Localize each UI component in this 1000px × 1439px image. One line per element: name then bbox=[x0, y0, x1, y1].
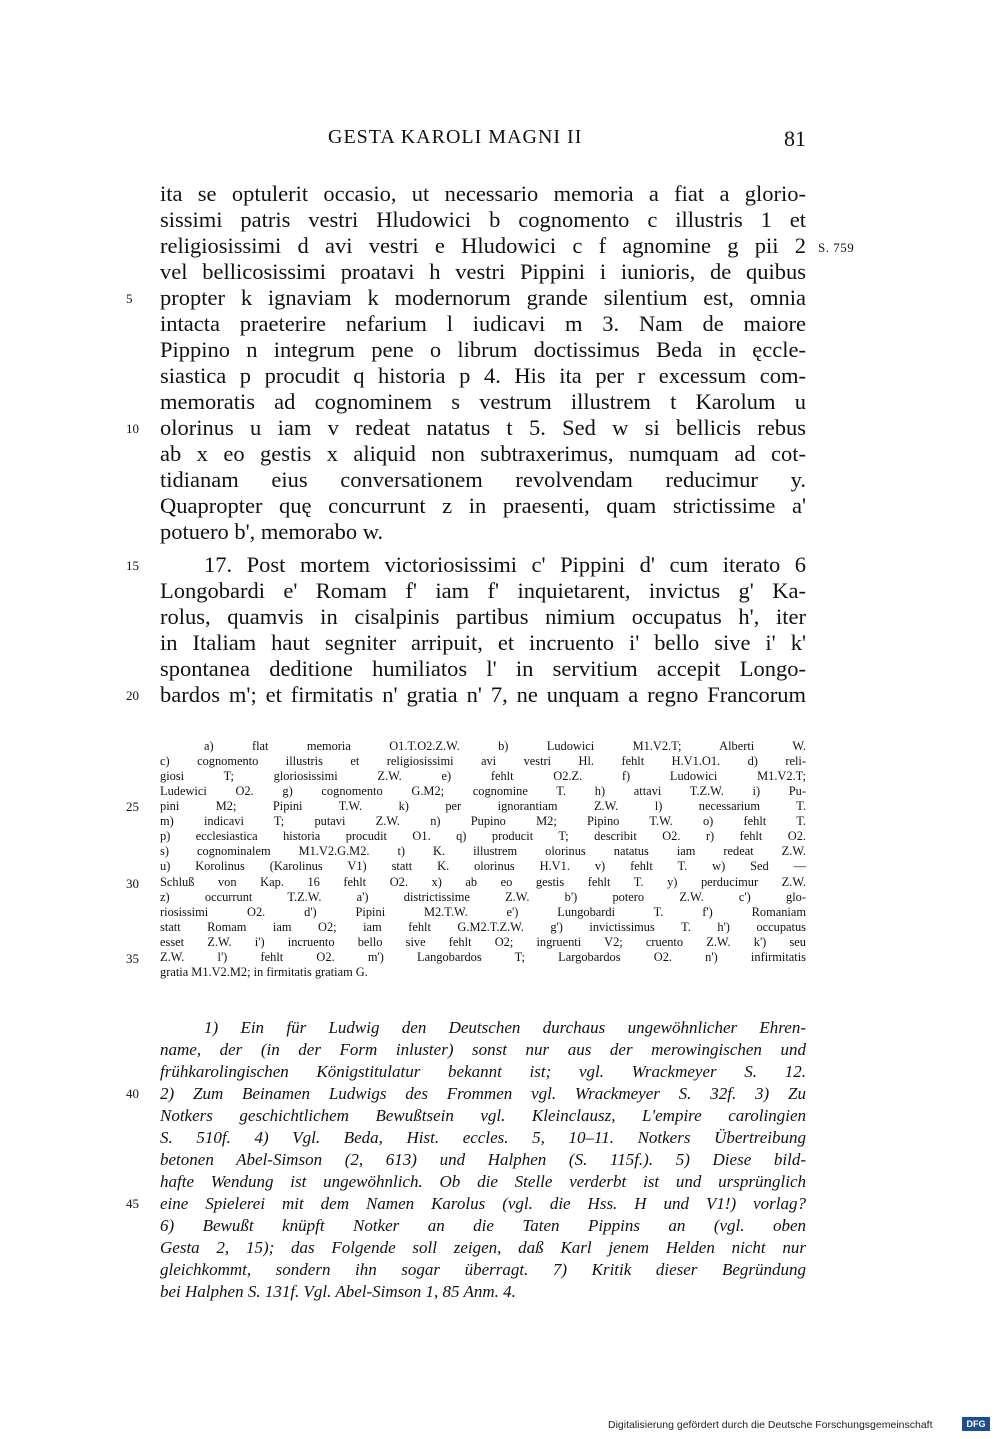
apparatus-line: Schluß von Kap. 16 fehlt O2. x) ab eo gestis fehlt T. y) perducimur Z.W. bbox=[160, 875, 806, 889]
text-line: tidianam eius conversationem revolvendam reducimur y. bbox=[160, 467, 806, 492]
text-line: ab x eo gestis x aliquid non subtraxerimus, numquam ad cot- bbox=[160, 441, 806, 466]
apparatus-line: Ludewici O2. g) cognomento G.M2; cognomine T. h) attavi T.Z.W. i) Pu- bbox=[160, 784, 806, 798]
text-line: Longobardi e' Romam f' iam f' inquietarent, invictus g' Ka- bbox=[160, 578, 806, 603]
apparatus-line: c) cognomento illustris et religiosissimi avi vestri Hl. fehlt H.V1.O1. d) reli- bbox=[160, 754, 806, 768]
text-line: olorinus u iam v redeat natatus t 5. Sed w si bellicis rebus bbox=[160, 415, 806, 440]
text-line: Pippino n integrum pene o librum doctissimus Beda in ęccle- bbox=[160, 337, 806, 362]
line-number: 5 bbox=[126, 291, 133, 306]
note-line: bei Halphen S. 131f. Vgl. Abel-Simson 1, 85 Anm. 4. bbox=[160, 1282, 516, 1301]
apparatus-line: esset Z.W. i') incruento bello sive fehlt O2; ingruenti V2; cruento Z.W. k') seu bbox=[160, 935, 806, 949]
line-number: 35 bbox=[126, 951, 139, 966]
text-line: siastica p procudit q historia p 4. His ita per r excessum com- bbox=[160, 363, 806, 388]
text-line: potuero b', memorabo w. bbox=[160, 519, 384, 544]
note-line: gleichkommt, sondern ihn sogar überragt. 7) Kritik dieser Begründung bbox=[160, 1260, 806, 1279]
apparatus-line: a) flat memoria O1.T.O2.Z.W. b) Ludowici M1.V2.T; Alberti W. bbox=[204, 739, 806, 753]
dfg-logo: DFG bbox=[962, 1417, 990, 1431]
margin-reference: S. 759 bbox=[818, 240, 855, 255]
text-line: bardos m'; et firmitatis n' gratia n' 7, ne unquam a regno Francorum bbox=[160, 682, 806, 707]
apparatus-line: z) occurrunt T.Z.W. a') districtissime Z.W. b') potero Z.W. c') glo- bbox=[160, 890, 806, 904]
text-line: Quapropter quę concurrunt z in praesenti, quam strictissime a' bbox=[160, 493, 806, 518]
text-line: spontanea deditione humiliatos l' in servitium accepit Longo- bbox=[160, 656, 806, 681]
note-line: hafte Wendung ist ungewöhnlich. Ob die Stelle verderbt ist und ursprünglich bbox=[160, 1172, 806, 1191]
line-number: 25 bbox=[126, 799, 139, 814]
apparatus-line: statt Romam iam O2; iam fehlt G.M2.T.Z.W. g') invictissimus T. h') occupatus bbox=[160, 920, 806, 934]
note-line: S. 510f. 4) Vgl. Beda, Hist. eccles. 5, 10–11. Notkers Übertreibung bbox=[160, 1128, 806, 1147]
note-line: 1) Ein für Ludwig den Deutschen durchaus ungewöhnlicher Ehren- bbox=[204, 1018, 806, 1037]
line-number: 30 bbox=[126, 876, 139, 891]
apparatus-line: m) indicavi T; putavi Z.W. n) Pupino M2; Pipino T.W. o) fehlt T. bbox=[160, 814, 806, 828]
text-line: vel bellicosissimi proatavi h vestri Pippini i iunioris, de quibus bbox=[160, 259, 806, 284]
line-number: 45 bbox=[126, 1196, 139, 1211]
apparatus-line: s) cognominalem M1.V2.G.M2. t) K. illustrem olorinus natatus iam redeat Z.W. bbox=[160, 844, 806, 858]
page-header bbox=[160, 126, 806, 158]
text-line: intacta praeterire nefarium l iudicavi m 3. Nam de maiore bbox=[160, 311, 806, 336]
text-line: rolus, quamvis in cisalpinis partibus nimium occupatus h', iter bbox=[160, 604, 806, 629]
line-number: 20 bbox=[126, 688, 139, 703]
apparatus-line: u) Korolinus (Karolinus V1) statt K. olorinus H.V1. v) fehlt T. w) Sed — bbox=[160, 859, 806, 873]
apparatus-line: giosi T; gloriosissimi Z.W. e) fehlt O2.Z. f) Ludowici M1.V2.T; bbox=[160, 769, 806, 783]
note-line: 6) Bewußt knüpft Notker an die Taten Pippins an (vgl. oben bbox=[160, 1216, 806, 1235]
note-line: betonen Abel-Simson (2, 613) und Halphen (S. 115f.). 5) Diese bild- bbox=[160, 1150, 806, 1169]
page-number: 81 bbox=[784, 126, 806, 151]
apparatus-line: p) ecclesiastica historia procudit O1. q) producit T; describit O2. r) fehlt O2. bbox=[160, 829, 806, 843]
text-line: ita se optulerit occasio, ut necessario memoria a fiat a glorio- bbox=[160, 181, 806, 206]
note-line: eine Spielerei mit dem Namen Karolus (vgl. die Hss. H und V1!) vorlag? bbox=[160, 1194, 806, 1213]
note-line: name, der (in der Form inluster) sonst nur aus der merowingischen und bbox=[160, 1040, 806, 1059]
text-line: 17. Post mortem victoriosissimi c' Pippini d' cum iterato 6 bbox=[204, 552, 806, 577]
text-line: memoratis ad cognominem s vestrum illustrem t Karolum u bbox=[160, 389, 806, 414]
note-line: 2) Zum Beinamen Ludwigs des Frommen vgl. Wrackmeyer S. 32f. 3) Zu bbox=[160, 1084, 806, 1103]
note-line: Gesta 2, 15); das Folgende soll zeigen, daß Karl jenem Helden nicht nur bbox=[160, 1238, 806, 1257]
note-line: frühkarolingischen Königstitulatur bekannt ist; vgl. Wrackmeyer S. 12. bbox=[160, 1062, 806, 1081]
apparatus-line: pini M2; Pipini T.W. k) per ignorantiam Z.W. l) necessarium T. bbox=[160, 799, 806, 813]
text-line: propter k ignaviam k modernorum grande silentium est, omnia bbox=[160, 285, 806, 310]
apparatus-line: riosissimi O2. d') Pipini M2.T.W. e') Lungobardi T. f') Romaniam bbox=[160, 905, 806, 919]
line-number: 10 bbox=[126, 421, 139, 436]
note-line: Notkers geschichtlichem Bewußtsein vgl. Kleinclausz, L'empire carolingien bbox=[160, 1106, 806, 1125]
text-line: sissimi patris vestri Hludowici b cognomento c illustris 1 et bbox=[160, 207, 806, 232]
apparatus-line: Z.W. l') fehlt O2. m') Langobardos T; Largobardos O2. n') infirmitatis bbox=[160, 950, 806, 964]
text-line: in Italiam haut segniter arripuit, et incruento i' bello sive i' k' bbox=[160, 630, 806, 655]
running-title: GESTA KAROLI MAGNI II bbox=[328, 126, 583, 148]
digitization-credit: Digitalisierung gefördert durch die Deutsche Forschungsgemeinschaft bbox=[608, 1419, 933, 1431]
text-line: religiosissimi d avi vestri e Hludowici c f agnomine g pii 2 bbox=[160, 233, 806, 258]
line-number: 15 bbox=[126, 558, 139, 573]
line-number: 40 bbox=[126, 1086, 139, 1101]
apparatus-line: gratia M1.V2.M2; in firmitatis gratiam G. bbox=[160, 965, 368, 979]
